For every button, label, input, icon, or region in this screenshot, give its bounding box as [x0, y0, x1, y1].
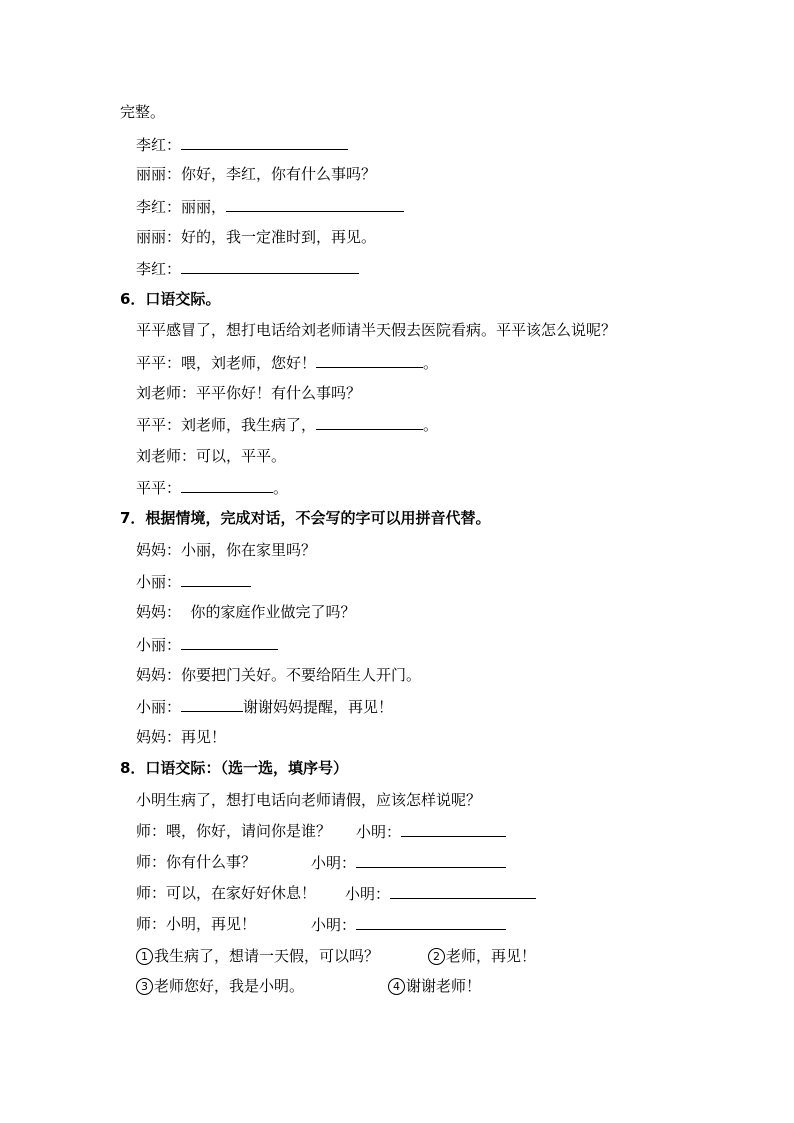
speaker-line: 平平：喂，刘老师，您好！ [136, 354, 317, 372]
sec7-dialog-6 [136, 696, 393, 717]
sec7-dialog-2 [136, 571, 251, 592]
sec7-dialog-1: 妈妈：小丽，你在家里吗？ [136, 541, 317, 559]
sec8-row-4 [136, 914, 256, 934]
sec8-row-4-answer [311, 914, 506, 935]
sec7-dialog-3: 妈妈： 你的家庭作业做完了吗？ [136, 603, 356, 621]
sec6-intro: 平平感冒了，想打电话给刘老师请半天假去医院看病。平平该怎么说呢？ [136, 321, 617, 339]
teacher-line: 师：你有什么事？ [136, 853, 257, 871]
option-text: 谢谢老师！ [406, 977, 482, 995]
sec6-dialog-1 [136, 352, 438, 373]
sec6-title: 6．口语交际。 [120, 290, 221, 308]
speaker: 小明： [356, 823, 402, 841]
circled-number-2: 2 [428, 948, 445, 965]
sec8-row-1-answer [356, 821, 506, 842]
option-text: 老师，再见！ [446, 947, 537, 965]
teacher-line: 师：喂，你好，请问你是谁？ [136, 822, 332, 840]
speaker: 李红： [136, 260, 182, 278]
sec7-dialog-7: 妈妈：再见！ [136, 728, 227, 746]
sec8-option-2 [428, 946, 536, 966]
answer-blank[interactable] [181, 696, 243, 712]
answer-blank[interactable] [316, 414, 423, 430]
answer-blank[interactable] [401, 821, 506, 837]
sec5-dialog-4: 丽丽：好的，我一定准时到，再见。 [136, 228, 377, 246]
speaker: 平平： [136, 479, 182, 497]
sec7-title: 7．根据情境，完成对话，不会写的字可以用拼音代替。 [120, 509, 491, 527]
answer-blank[interactable] [181, 134, 348, 150]
sec8-row-1 [136, 821, 331, 841]
speaker: 小明： [311, 916, 357, 934]
speaker: 小丽： [136, 636, 182, 654]
speaker: 小丽： [136, 573, 182, 591]
sec8-option-4 [388, 976, 481, 996]
period: 。 [423, 354, 439, 372]
speaker: 李红： [136, 136, 182, 154]
option-text: 我生病了，想请一天假，可以吗？ [154, 947, 380, 965]
period: 。 [273, 479, 289, 497]
sec8-option-1 [136, 946, 379, 966]
sec8-row-3 [136, 883, 316, 903]
circled-number-3: 3 [136, 978, 153, 995]
reply-text: 谢谢妈妈提醒，再见！ [243, 698, 394, 716]
speaker-line: 李红：丽丽， [136, 198, 227, 216]
sec8-option-3 [136, 976, 304, 996]
answer-blank[interactable] [181, 258, 359, 274]
circled-number-4: 4 [388, 978, 405, 995]
circled-number-1: 1 [136, 948, 153, 965]
sec8-row-2 [136, 852, 256, 872]
sec7-dialog-5: 妈妈：你要把门关好。不要给陌生人开门。 [136, 666, 422, 684]
sec5-tail: 完整。 [120, 103, 166, 121]
option-text: 老师您好，我是小明。 [154, 977, 305, 995]
sec6-dialog-2: 刘老师：平平你好！有什么事吗？ [136, 384, 362, 402]
speaker: 小丽： [136, 698, 182, 716]
speaker: 小明： [311, 854, 357, 872]
sec5-dialog-1 [136, 134, 348, 155]
speaker: 小明： [345, 885, 391, 903]
sec6-dialog-5 [136, 477, 288, 498]
answer-blank[interactable] [181, 634, 278, 650]
sec8-title: 8．口语交际：（选一选，填序号） [120, 759, 348, 777]
answer-blank[interactable] [181, 571, 251, 587]
answer-blank[interactable] [226, 196, 404, 212]
teacher-line: 师：小明，再见！ [136, 915, 257, 933]
answer-blank[interactable] [356, 914, 506, 930]
sec7-dialog-4 [136, 634, 278, 655]
answer-blank[interactable] [390, 883, 536, 899]
teacher-line: 师：可以，在家好好休息！ [136, 884, 317, 902]
sec8-row-3-answer [345, 883, 536, 904]
sec5-dialog-3 [136, 196, 404, 217]
sec5-dialog-5 [136, 258, 359, 279]
sec5-dialog-2: 丽丽：你好，李红，你有什么事吗？ [136, 165, 377, 183]
period: 。 [423, 416, 439, 434]
answer-blank[interactable] [181, 477, 273, 493]
answer-blank[interactable] [356, 852, 506, 868]
sec6-dialog-4: 刘老师：可以，平平。 [136, 447, 287, 465]
sec8-intro: 小明生病了，想打电话向老师请假，应该怎样说呢？ [136, 791, 482, 809]
speaker-line: 平平：刘老师，我生病了， [136, 416, 317, 434]
sec8-row-2-answer [311, 852, 506, 873]
answer-blank[interactable] [316, 352, 423, 368]
sec6-dialog-3 [136, 414, 438, 435]
